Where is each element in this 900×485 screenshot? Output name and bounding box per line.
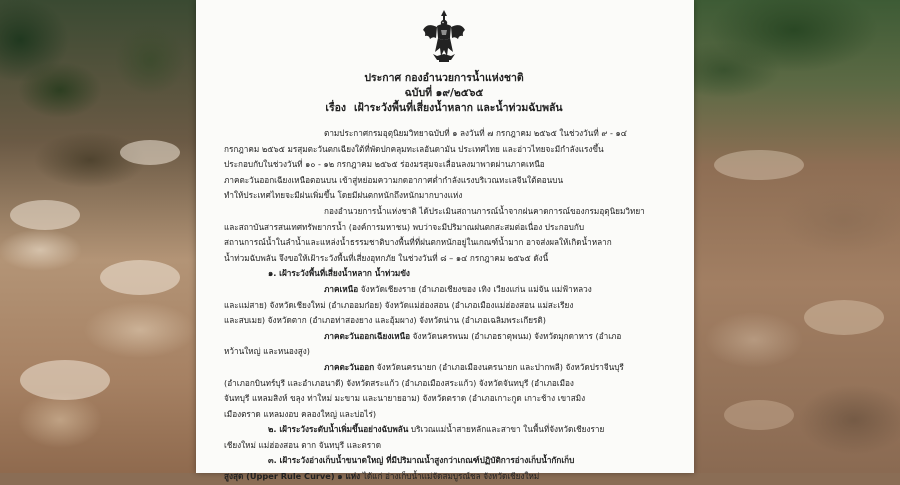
north-label: ภาคเหนือ xyxy=(324,283,359,294)
flood-photo-left xyxy=(0,0,196,473)
northeast-line xyxy=(224,329,664,345)
header-line-1: ประกาศ กองอำนวยการน้ำแห่งชาติ xyxy=(364,72,524,84)
section3-line xyxy=(224,469,664,485)
section2-line xyxy=(224,422,664,438)
para2-line: สถานการณ์น้ำในลำน้ำและแหล่งน้ำธรรมชาติบางพื้นที่ที่ฝนตกหนักอยู่ในเกณฑ์น้ำมาก อาจส่งผลให้เกิดน้ำหลาก xyxy=(224,237,612,248)
section3-text: ได้แก่ อ่างเก็บน้ำแม่จัดสมบูรณ์ชล จังหวัดเชียงใหม่ xyxy=(360,471,540,482)
northeast-line: หว้านใหญ่ และหนองสูง) xyxy=(224,346,310,357)
para1-line: ประกอบกับในช่วงวันที่ ๑๐ - ๑๒ กรกฎาคม ๒๕๖๕ ร่องมรสุมจะเลื่อนลงมาพาดผ่านภาคเหนือ xyxy=(224,159,545,170)
para1-line: ทำให้ประเทศไทยจะมีฝนเพิ่มขึ้น โดยมีฝนตกหนักถึงหนักมากบางแห่ง xyxy=(224,190,463,201)
east-text: จังหวัดนครนายก (อำเภอเมืองนครนายก และปากพลี) จังหวัดปราจีนบุรี xyxy=(374,361,624,372)
north-line: และสบเมย) จังหวัดตาก (อำเภอท่าสองยาง และอุ้มผาง) จังหวัดน่าน (อำเภอเฉลิมพระเกียรติ) xyxy=(224,315,546,326)
garuda-emblem-icon xyxy=(421,8,467,64)
announcement-document xyxy=(196,0,694,482)
para2-line: น้ำท่วมฉับพลัน จึงขอให้เฝ้าระวังพื้นที่เสี่ยงอุทกภัย ในช่วงวันที่ ๘ – ๑๔ กรกฎาคม ๒๕๖๕ ดังนี้ xyxy=(224,252,549,263)
subject-text: เฝ้าระวังพื้นที่เสี่ยงน้ำหลาก และน้ำท่วมฉับพลัน xyxy=(354,102,563,114)
northeast-text: จังหวัดนครพนม (อำเภอธาตุพนม) จังหวัดมุกดาหาร (อำเภอ xyxy=(410,330,622,341)
northeast-label: ภาคตะวันออกเฉียงเหนือ xyxy=(324,330,411,341)
header-line-2: ฉบับที่ ๑๙/๒๕๖๕ xyxy=(404,87,484,99)
section2-line: เชียงใหม่ แม่ฮ่องสอน ตาก จันทบุรี และตราด xyxy=(224,439,382,450)
north-line xyxy=(224,282,664,298)
east-line: เมืองตราด แหลมงอบ คลองใหญ่ และบ่อไร่) xyxy=(224,408,377,419)
subject-label: เรื่อง xyxy=(325,102,347,114)
section3-title: ๓. เฝ้าระวังอ่างเก็บน้ำขนาดใหญ่ ที่มีปริมาณน้ำสูงกว่าเกณฑ์ปฏิบัติการอ่างเก็บน้ำกักเก็บ xyxy=(268,455,575,466)
north-text: จังหวัดเชียงราย (อำเภอเชียงของ เทิง เวียงแก่น แม่จัน แม่ฟ้าหลวง xyxy=(358,283,592,294)
para1-line: ภาคตะวันออกเฉียงเหนือตอนบน เข้าสู่หย่อมความกดอากาศต่ำกำลังแรงบริเวณทะเลจีนใต้ตอนบน xyxy=(224,174,564,185)
para2-line: และสถาบันสารสนเทศทรัพยากรน้ำ (องค์การมหาชน) พบว่าจะมีปริมาณฝนตกสะสมต่อเนื่อง ประกอบกับ xyxy=(224,221,585,232)
east-label: ภาคตะวันออก xyxy=(324,361,375,372)
section2-text: บริเวณแม่น้ำสายหลักและสาขา ในพื้นที่จังหวัดเชียงราย xyxy=(408,424,605,435)
east-line xyxy=(224,360,664,376)
east-line: จันทบุรี แหลมสิงห์ ขลุง ท่าใหม่ มะขาม และนายายอาม) จังหวัดตราด (อำเภอเกาะกูด เกาะช้าง เขาสมิง xyxy=(224,393,586,404)
section3-title2: สูงสุด (Upper Rule Curve) ๑ แห่ง xyxy=(224,471,361,482)
section2-title: ๒. เฝ้าระวังระดับน้ำเพิ่มขึ้นอย่างฉับพลัน xyxy=(268,424,409,435)
para1-line: กรกฎาคม ๒๕๖๕ มรสุมตะวันตกเฉียงใต้ที่พัดปกคลุมทะเลอันดามัน ประเทศไทย และอ่าวไทยจะมีกำลังแรงขึ้น xyxy=(224,143,604,154)
para2-line: กองอำนวยการน้ำแห่งชาติ ได้ประเมินสถานการณ์น้ำจากฝนคาดการณ์ของกรมอุตุนิยมวิทยา xyxy=(324,205,645,216)
flood-photo-right xyxy=(694,0,900,473)
north-line: และแม่สาย) จังหวัดเชียงใหม่ (อำเภออมก๋อย) จังหวัดแม่ฮ่องสอน (อำเภอเมืองแม่ฮ่องสอน แม่สะเรียง xyxy=(224,299,574,310)
document-body xyxy=(224,126,664,485)
east-line: (อำเภอกบินทร์บุรี และอำเภอนาดี) จังหวัดสระแก้ว (อำเภอเมืองสระแก้ว) จังหวัดจันทบุรี (อำเภอเมือง xyxy=(224,377,574,388)
section1-title: ๑. เฝ้าระวังพื้นที่เสี่ยงน้ำหลาก น้ำท่วมขัง xyxy=(268,268,410,279)
header-subject xyxy=(224,101,664,116)
para1-line: ตามประกาศกรมอุตุนิยมวิทยาฉบับที่ ๑ ลงวันที่ ๗ กรกฎาคม ๒๕๖๕ ในช่วงวันที่ ๙ - ๑๔ xyxy=(324,128,627,138)
